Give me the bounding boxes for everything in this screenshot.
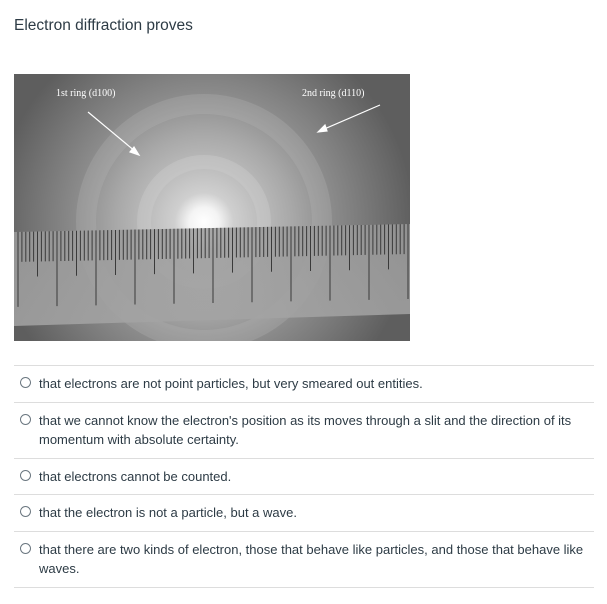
answer-list [14, 365, 594, 588]
answer-text: that we cannot know the electron's position as its moves through a slit and the direction of its momentum with absolute certainty. [39, 412, 572, 447]
question-text: Electron diffraction proves [14, 17, 193, 34]
second-ring-label: 2nd ring (d110) [302, 88, 365, 99]
radio-button[interactable] [20, 543, 31, 554]
answer-text: that the electron is not a particle, but a wave. [39, 505, 297, 520]
answer-option-3[interactable] [14, 459, 594, 496]
first-ring-label: 1st ring (d100) [56, 88, 116, 99]
answer-text: that electrons are not point particles, but very smeared out entities. [39, 376, 423, 391]
answer-text: that there are two kinds of electron, those that behave like particles, and those that behave like waves. [39, 541, 584, 576]
answer-option-2[interactable] [14, 403, 594, 459]
answer-option-5[interactable] [14, 532, 594, 588]
radio-button[interactable] [20, 377, 31, 388]
radio-button[interactable] [20, 414, 31, 425]
radio-button[interactable] [20, 470, 31, 481]
answer-option-1[interactable] [14, 366, 594, 403]
radio-button[interactable] [20, 506, 31, 517]
answer-option-4[interactable] [14, 495, 594, 532]
answer-text: that electrons cannot be counted. [39, 468, 232, 484]
diffraction-image [14, 74, 410, 341]
